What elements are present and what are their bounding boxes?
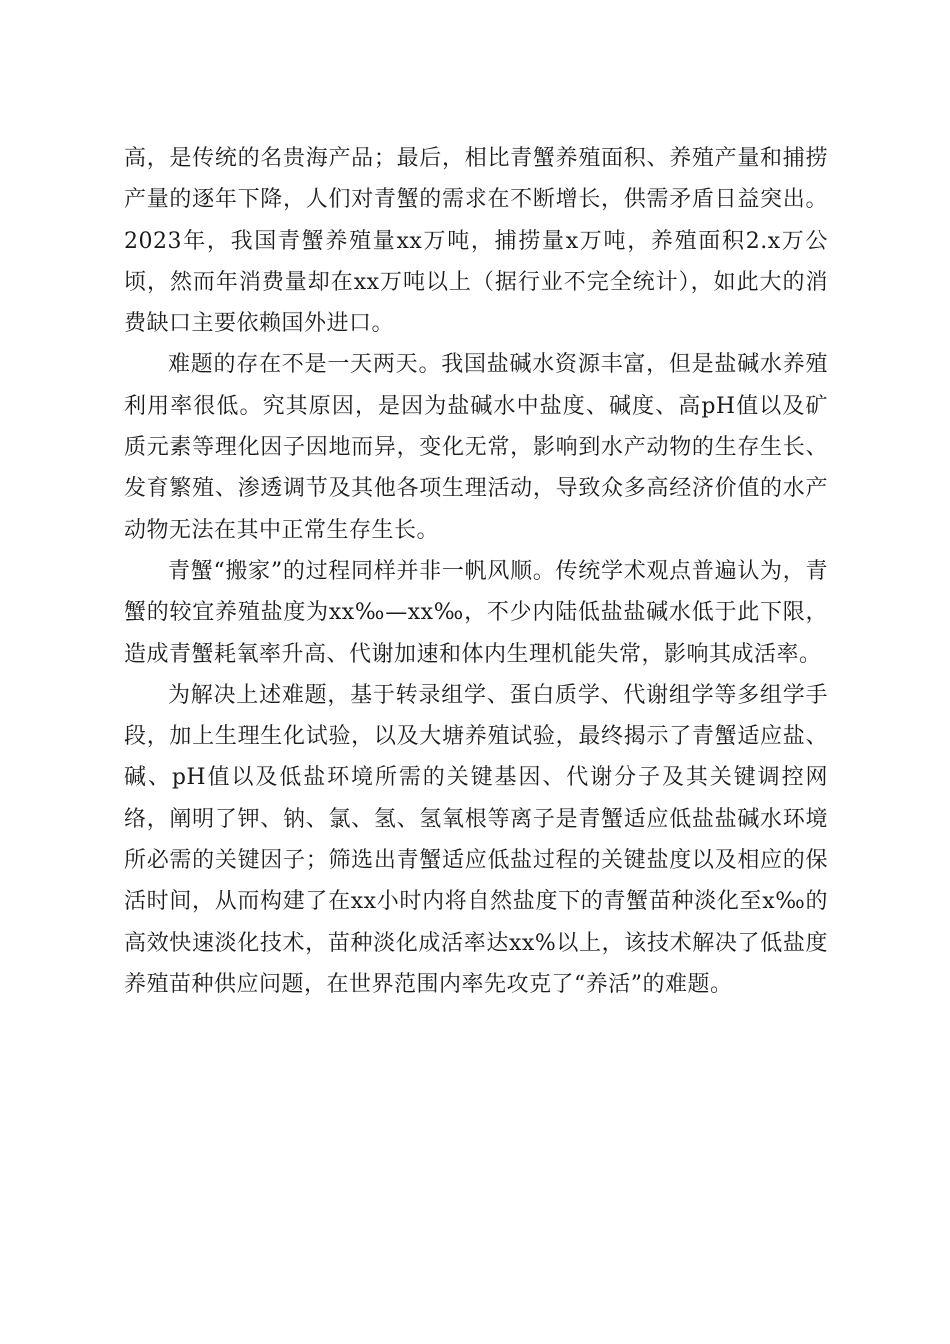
paragraph-difficulty: 难题的存在不是一天两天。我国盐碱水资源丰富，但是盐碱水养殖利用率很低。究其原因，是因为盐碱水中盐度、碱度、高pH值以及矿质元素等理化因子因地而异，变化无常，影响到水产动物的生存生长、发育繁殖、渗透调节及其他各项生理活动，导致众多高经济价值的水产动物无法在其中正常生存生长。 (124, 352, 828, 543)
paragraph-solution: 为解决上述难题，基于转录组学、蛋白质学、代谢组学等多组学手段，加上生理生化试验，以及大塘养殖试验，最终揭示了青蟹适应盐、碱、pH值以及低盐环境所需的关键基因、代谢分子及其关键调控网络，阐明了钾、钠、氯、氢、氢氧根等离子是青蟹适应低盐盐碱水环境所必需的关键因子；筛选出青蟹适应低盐过程的关键盐度以及相应的保活时间，从而构建了在xx小时内将自然盐度下的青蟹苗种淡化至x‰的高效快速淡化技术，苗种淡化成活率达xx%以上，该技术解决了低盐度养殖苗种供应问题，在世界范围内率先攻克了“养活”的难题。 (124, 682, 828, 997)
body-text (124, 138, 828, 1005)
paragraph-relocation: 青蟹“搬家”的过程同样并非一帆风顺。传统学术观点普遍认为，青蟹的较宜养殖盐度为xx‰—xx‰，不少内陆低盐盐碱水低于此下限，造成青蟹耗氧率升高、代谢加速和体内生理机能失常，影响其成活率。 (124, 558, 828, 667)
paragraph-continuation: 高，是传统的名贵海产品；最后，相比青蟹养殖面积、养殖产量和捕捞产量的逐年下降，人们对青蟹的需求在不断增长，供需矛盾日益突出。2023年，我国青蟹养殖量xx万吨，捕捞量x万吨，养殖面积2.x万公顷，然而年消费量却在xx万吨以上（据行业不完全统计），如此大的消费缺口主要依赖国外进口。 (124, 146, 828, 337)
